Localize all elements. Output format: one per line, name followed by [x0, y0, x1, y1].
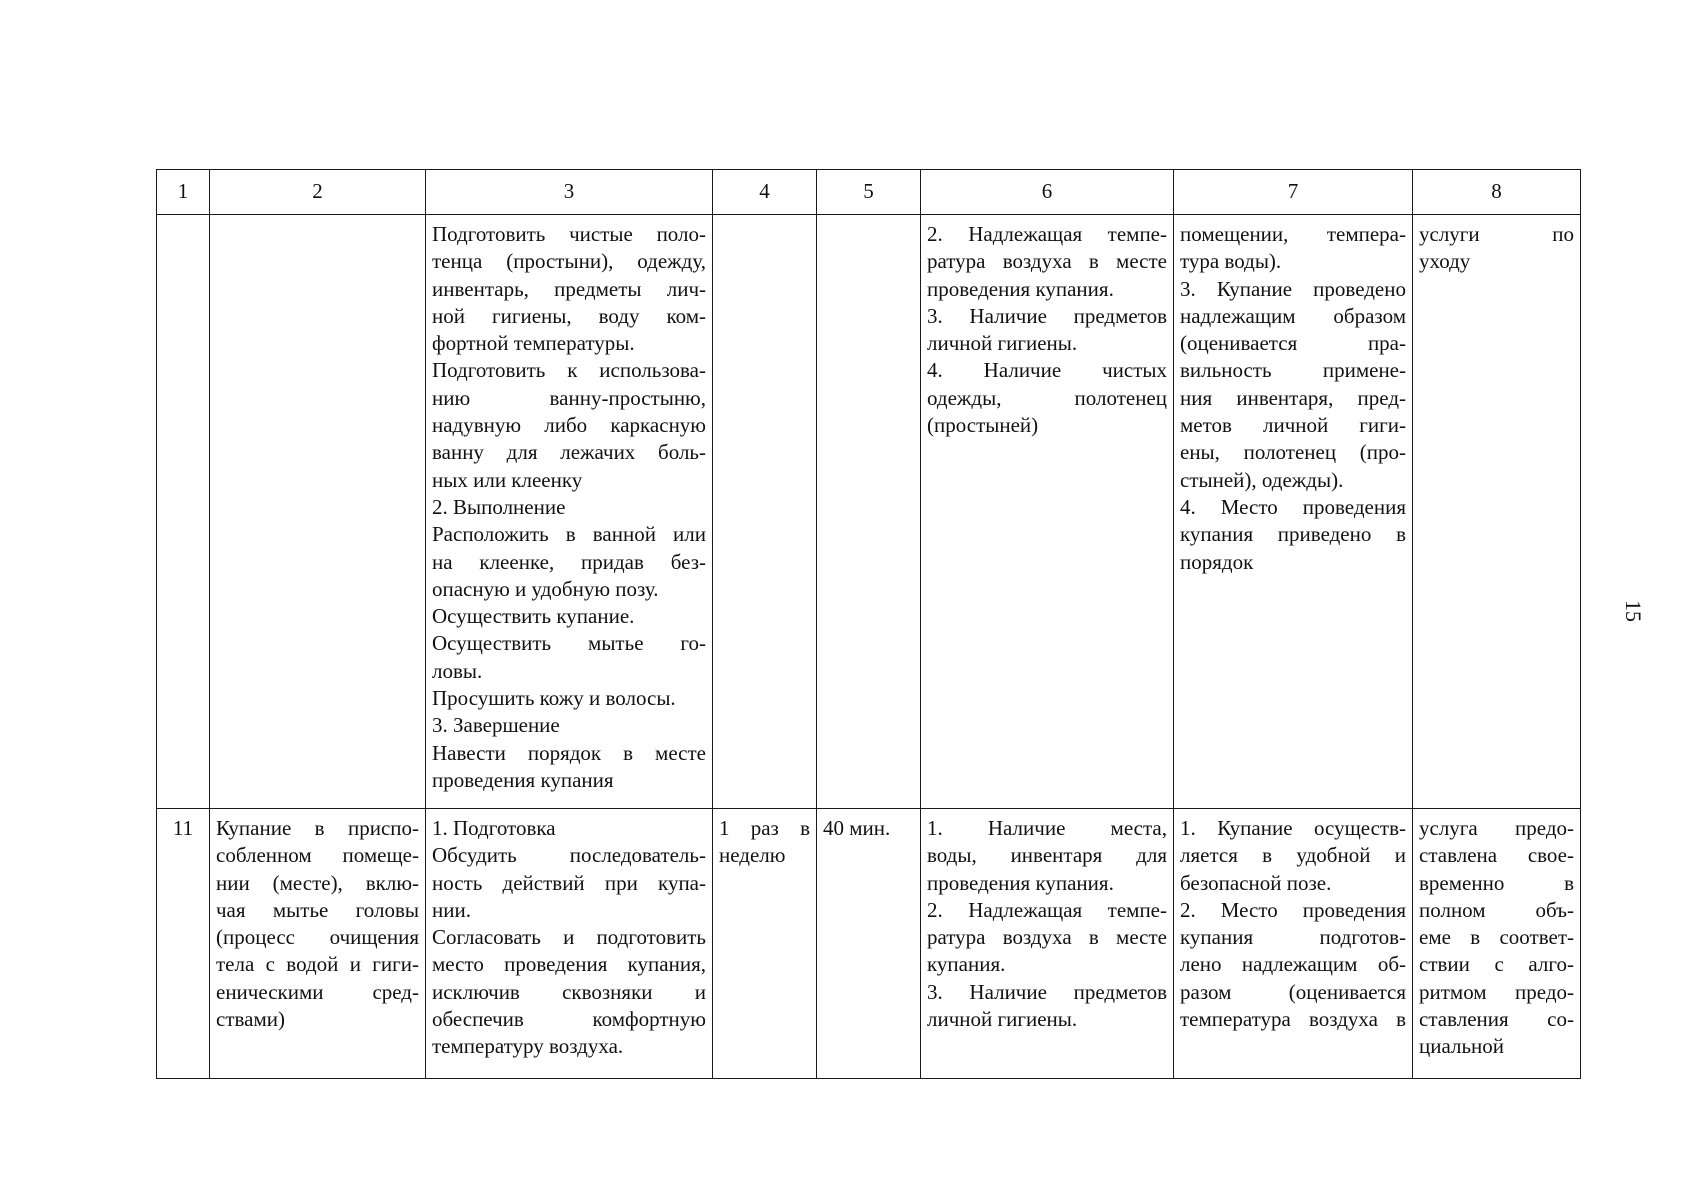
service-name-cell — [210, 215, 426, 809]
text-line: 3. Наличие предметов — [927, 979, 1167, 1004]
text-line: ность действий при купа- — [432, 870, 706, 895]
text-line: 2. Надлежащая темпе- — [927, 222, 1167, 246]
text-line: 1 раз в — [719, 816, 810, 840]
text-line: проведения купания — [432, 767, 614, 792]
row-number-cell — [157, 215, 210, 809]
header-cell: 2 — [210, 170, 426, 215]
frequency-cell — [713, 215, 817, 809]
text-line: Расположить в ванной или — [432, 522, 706, 547]
result-cell — [1413, 809, 1581, 1079]
text-line: купания подготов- — [1180, 925, 1406, 950]
text-line: неделю — [719, 843, 786, 868]
text-line: (оценивается пра- — [1180, 331, 1406, 356]
text-line: 3. Наличие предметов — [927, 303, 1167, 328]
text-line: Просушить кожу и волосы. — [432, 686, 676, 711]
text-line: место проведения купания, — [432, 952, 706, 977]
text-line: 3. Завершение — [432, 713, 560, 738]
services-table — [156, 169, 1581, 1079]
text-line: воды, инвентаря для — [927, 843, 1167, 868]
text-line: 2. Выполнение — [432, 494, 566, 519]
text-line: чая мытье головы — [216, 897, 419, 922]
text-line: обеспечив комфортную — [432, 1007, 706, 1032]
header-cell: 3 — [426, 170, 713, 215]
text-line: проведения купания. — [927, 276, 1114, 301]
text-line: лено надлежащим об- — [1180, 952, 1406, 977]
text-line: уходу — [1419, 249, 1471, 274]
service-name-cell — [210, 809, 426, 1079]
text-line: циальной — [1419, 1034, 1505, 1059]
duration-cell: 40 мин. — [817, 809, 921, 1079]
text-line: опасную и удобную позу. — [432, 576, 659, 601]
text-line: ратура воздуха в месте — [927, 249, 1167, 274]
text-line: 2. Надлежащая темпе- — [927, 897, 1167, 922]
text-line: Осуществить купание. — [432, 604, 635, 629]
text-line: ных или клеенку — [432, 467, 583, 492]
table-row-11 — [157, 809, 1581, 1079]
header-cell: 7 — [1174, 170, 1413, 215]
text-line: полном объ- — [1419, 897, 1574, 922]
text-line: ния инвентаря, пред- — [1180, 385, 1406, 410]
text-line: одежды, полотенец — [927, 385, 1167, 410]
text-line: личной гигиены. — [927, 1007, 1078, 1032]
text-line: Купание в приспо- — [216, 816, 419, 840]
result-cell — [1413, 215, 1581, 809]
text-line: временно в — [1419, 870, 1574, 895]
text-line: помещении, темпера- — [1180, 222, 1406, 246]
text-line: нии. — [432, 897, 471, 922]
text-line: Обсудить последователь- — [432, 843, 706, 868]
conditions-cell — [921, 809, 1174, 1079]
text-line: ены, полотенец (про- — [1180, 440, 1406, 465]
text-line: Согласовать и подготовить — [432, 925, 706, 950]
text-line: 3. Купание проведено — [1180, 276, 1406, 301]
text-line: ванну для лежачих боль- — [432, 440, 706, 465]
text-line: порядок — [1180, 549, 1254, 574]
text-line: 4. Наличие чистых — [927, 358, 1167, 383]
text-line: ритмом предо- — [1419, 979, 1574, 1004]
text-line: фортной температуры. — [432, 331, 635, 356]
conditions-cell — [921, 215, 1174, 809]
procedure-cell — [426, 215, 713, 809]
header-cell: 4 — [713, 170, 817, 215]
text-line: ставления со- — [1419, 1007, 1574, 1032]
table-header-row — [157, 170, 1581, 215]
text-line: Подготовить к использова- — [432, 358, 706, 383]
duration-cell — [817, 215, 921, 809]
text-line: услуги по — [1419, 222, 1574, 246]
text-line: проведения купания. — [927, 870, 1114, 895]
table-row-continuation — [157, 215, 1581, 809]
text-line: Навести порядок в месте — [432, 740, 706, 765]
text-line: исключив сквозняки и — [432, 979, 706, 1004]
text-line: безопасной позе. — [1180, 870, 1332, 895]
text-line: тура воды). — [1180, 249, 1282, 274]
text-line: собленном помеще- — [216, 843, 419, 868]
text-line: 1. Наличие места, — [927, 816, 1167, 840]
text-line: еническими сред- — [216, 979, 419, 1004]
text-line: ствии с алго- — [1419, 952, 1574, 977]
text-line: на клеенке, придав без- — [432, 549, 706, 574]
row-number-cell: 11 — [157, 809, 210, 1079]
text-line: 2. Место проведения — [1180, 897, 1406, 922]
text-line: ловы. — [432, 658, 483, 683]
text-line: тенца (простыни), одежду, — [432, 249, 706, 274]
page-number: 15 — [1621, 600, 1646, 622]
quality-cell — [1174, 809, 1413, 1079]
text-line: (процесс очищения — [216, 925, 419, 950]
text-line: 1. Купание осуществ- — [1180, 816, 1406, 840]
text-line: ставлена свое- — [1419, 843, 1574, 868]
text-line: нии (месте), вклю- — [216, 870, 419, 895]
text-line: тела с водой и гиги- — [216, 952, 419, 977]
text-line: метов личной гиги- — [1180, 413, 1406, 438]
text-line: услуга предо- — [1419, 816, 1574, 840]
text-line: вильность примене- — [1180, 358, 1406, 383]
text-line: ной гигиены, воду ком- — [432, 303, 706, 328]
quality-cell — [1174, 215, 1413, 809]
text-line: разом (оценивается — [1180, 979, 1406, 1004]
text-line: купания приведено в — [1180, 522, 1406, 547]
frequency-cell — [713, 809, 817, 1079]
header-cell: 5 — [817, 170, 921, 215]
text-line: температура воздуха в — [1180, 1007, 1406, 1032]
header-cell: 6 — [921, 170, 1174, 215]
text-line: надлежащим образом — [1180, 303, 1406, 328]
text-line: ствами) — [216, 1007, 285, 1032]
text-line: еме в соответ- — [1419, 925, 1574, 950]
text-line: надувную либо каркасную — [432, 413, 706, 438]
header-cell: 1 — [157, 170, 210, 215]
text-line: стыней), одежды). — [1180, 467, 1344, 492]
text-line: личной гигиены. — [927, 331, 1078, 356]
text-line: купания. — [927, 952, 1006, 977]
text-line: Осуществить мытье го- — [432, 631, 706, 656]
procedure-cell — [426, 809, 713, 1079]
header-cell: 8 — [1413, 170, 1581, 215]
text-line: 4. Место проведения — [1180, 494, 1406, 519]
text-line: нию ванну-простыню, — [432, 385, 706, 410]
text-line: 1. Подготовка — [432, 816, 556, 840]
text-line: ляется в удобной и — [1180, 843, 1406, 868]
text-line: температуру воздуха. — [432, 1034, 624, 1059]
text-line: инвентарь, предметы лич- — [432, 276, 706, 301]
text-line: ратура воздуха в месте — [927, 925, 1167, 950]
text-line: Подготовить чистые поло- — [432, 222, 706, 246]
text-line: (простыней) — [927, 413, 1039, 438]
